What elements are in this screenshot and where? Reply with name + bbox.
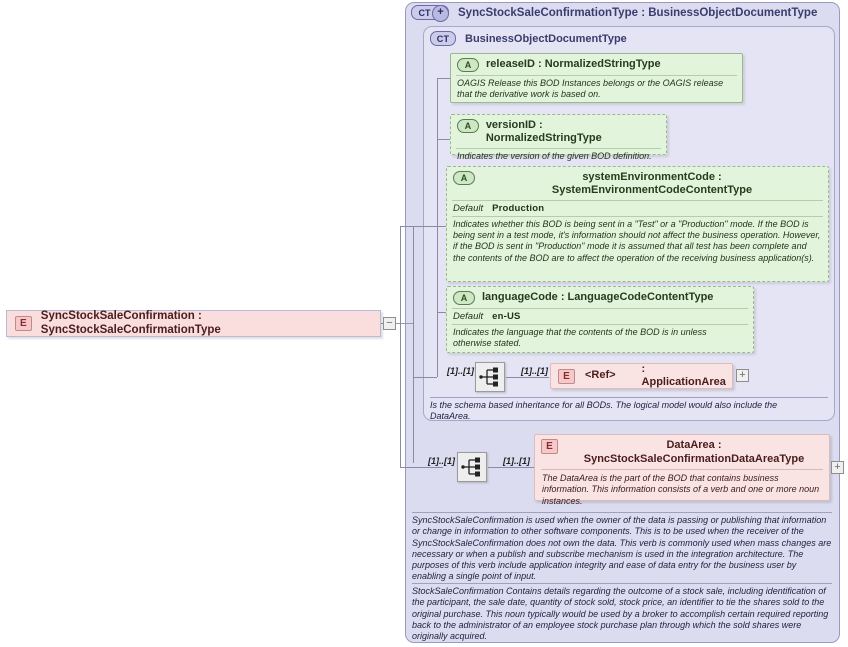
attribute-systemEnvironmentCode[interactable] — [446, 166, 829, 282]
default-label: Default — [453, 203, 484, 214]
documentation-noun: StockSaleConfirmation Contains details regarding the outcome of a stock sale, including identification of the participant, the sale date, quantity of stock sold, stock price, an identifier to tie the shares sold to the original purchase. This noun typically would be used by a broker to accomplish certain required reporting back to the administrator of an employee stock purchase plan through which the sold shares were originally acquired. — [412, 586, 829, 642]
inner-doc-rule — [430, 397, 828, 398]
attribute-languageCode-name: languageCode : LanguageCodeContentType — [482, 291, 714, 303]
sequence-compositor-icon[interactable] — [475, 362, 505, 392]
attr-branch-2 — [437, 139, 450, 140]
complex-type-badge-label: CT — [418, 7, 431, 18]
inner-seq-to-ref-line — [506, 377, 549, 378]
expand-plus-icon[interactable]: + — [432, 5, 449, 22]
root-top-link — [400, 226, 413, 227]
element-badge: E — [558, 369, 575, 384]
base-type-title: BusinessObjectDocumentType — [465, 32, 627, 45]
attribute-systemEnvironmentCode-name: systemEnvironmentCode : SystemEnvironmentCodeContentType — [551, 171, 753, 196]
root-element-label: SyncStockSaleConfirmation : SyncStockSaleConfirmationType — [40, 310, 221, 336]
attribute-systemEnvironmentCode-head — [447, 167, 828, 200]
attribute-badge: A — [453, 291, 475, 305]
sequence-compositor-icon-outer[interactable] — [457, 452, 487, 482]
element-data-area-doc: The DataArea is the part of the BOD that contains business information. This information consists of a verb and one or more noun instances. — [542, 473, 820, 506]
attribute-badge: A — [453, 171, 475, 185]
element-ref-label: <Ref> — [584, 369, 616, 382]
attribute-versionID-name: versionID : NormalizedStringType — [485, 119, 602, 144]
element-data-area-name: DataArea : SyncStockSaleConfirmationDataAreaType — [583, 439, 805, 465]
inner-seq-connector — [437, 312, 438, 377]
inner-documentation: Is the schema based inheritance for all BODs. The logical model would also include the DataArea. — [430, 400, 778, 422]
element-data-area-head — [535, 435, 829, 469]
default-label: Default — [453, 311, 484, 322]
attribute-languageCode-head — [447, 287, 753, 308]
complex-type-header — [411, 5, 817, 20]
outer-tree-spine — [413, 226, 414, 463]
attribute-systemEnvironmentCode-doc: Indicates whether this BOD is being sent in a "Test" or a "Production" mode. If the BOD is being sent in a test mode, it's information should not affect the business operation. However, if the BOD is sent in "Production" mode it is assumed that all test has been complete and the contents of the BOD are to affect the operation of the receiving business application(s). — [453, 219, 821, 263]
root-bottom-link — [400, 467, 413, 468]
default-value: en-US — [492, 311, 521, 322]
root-element-box[interactable] — [6, 310, 381, 337]
complex-type-title: SyncStockSaleConfirmationType : BusinessObjectDocumentType — [458, 6, 818, 19]
attribute-badge: A — [457, 119, 479, 133]
root-vertical-line — [400, 226, 401, 467]
base-type-badge: CT — [430, 31, 456, 46]
attribute-releaseID-name: releaseID : NormalizedStringType — [486, 58, 661, 70]
element-data-area[interactable] — [534, 434, 830, 506]
attribute-languageCode-doc: Indicates the language that the contents of the BOD is in unless otherwise stated. — [453, 327, 707, 349]
application-area-expand-toggle[interactable]: + — [736, 369, 749, 382]
attribute-versionID-head — [451, 115, 666, 148]
doc-rule-1 — [412, 512, 832, 513]
outer-seq-cardinality-left: [1]..[1] — [428, 456, 455, 466]
outer-branch-to-outer-seq — [413, 467, 443, 468]
element-badge: E — [15, 316, 32, 331]
outer-seq-to-dataarea-line — [488, 467, 535, 468]
outer-branch-to-inner-seq — [413, 377, 437, 378]
attribute-releaseID[interactable] — [450, 53, 743, 103]
attribute-languageCode-default — [447, 309, 753, 324]
data-area-expand-toggle[interactable]: + — [831, 461, 844, 474]
complex-type-badge[interactable] — [411, 5, 449, 20]
attr-branch-1 — [437, 78, 450, 79]
root-element-collapse-toggle[interactable]: − — [383, 317, 396, 330]
element-badge: E — [541, 439, 558, 454]
attr-tree-spine — [437, 78, 438, 312]
outer-seq-cardinality-right: [1]..[1] — [503, 456, 530, 466]
attribute-versionID-doc: Indicates the version of the given BOD definition. — [457, 151, 652, 161]
attribute-languageCode[interactable] — [446, 286, 754, 353]
attribute-systemEnvironmentCode-default — [447, 201, 828, 216]
default-value: Production — [492, 203, 545, 214]
inner-seq-cardinality-left: [1]..[1] — [447, 366, 474, 376]
attribute-versionID[interactable] — [450, 114, 667, 161]
element-ref-application-area[interactable] — [550, 363, 733, 389]
documentation-verb: SyncStockSaleConfirmation is used when the owner of the data is passing or publishing that information or change in information to other software components. This is to be used when the receiver of the SyncStockSaleConfirmation does not own the data. This verb is commonly used when mass changes are necessary or when a publish and subscribe mechanism is used in the integration architecture. The purposes of this verb include application integrity and ease of data entry for the business user by enabling a single point of input. — [412, 515, 832, 582]
attribute-badge: A — [457, 58, 479, 72]
attribute-releaseID-doc: OAGIS Release this BOD Instances belongs or the OAGIS release that the derivative work is based on. — [457, 78, 724, 100]
outer-branch-to-attrs — [413, 226, 437, 227]
inner-seq-cardinality-right: [1]..[1] — [521, 366, 548, 376]
doc-rule-2 — [412, 583, 832, 584]
element-ref-type: : ApplicationArea — [641, 362, 726, 388]
base-type-header — [430, 31, 627, 46]
attribute-releaseID-head — [451, 54, 742, 75]
